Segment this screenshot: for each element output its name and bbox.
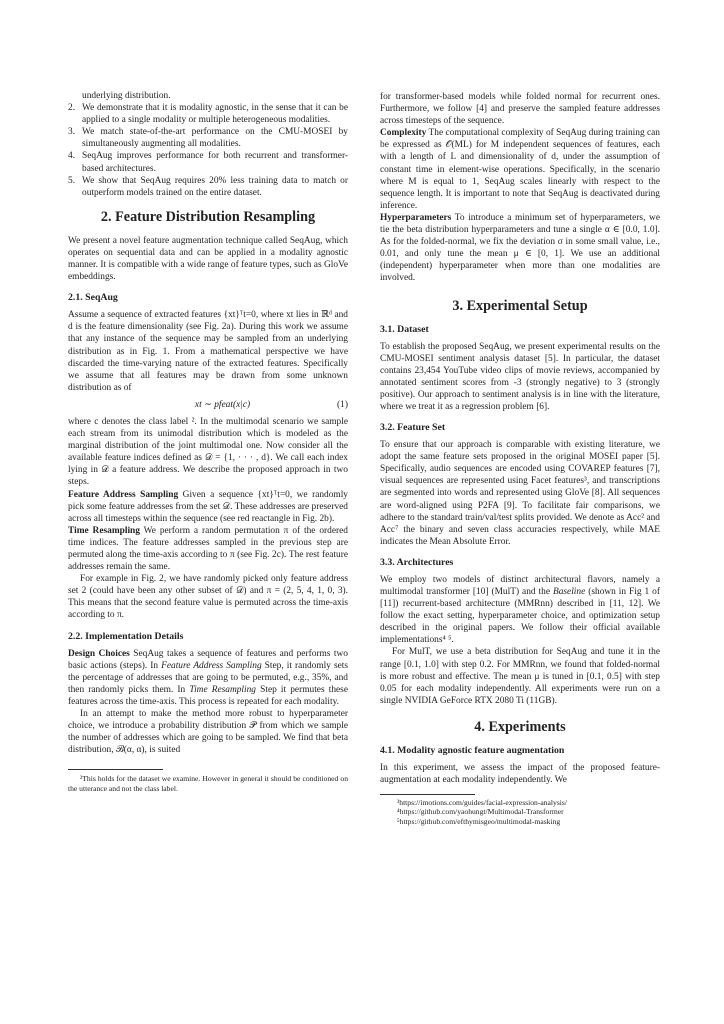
section-3-heading: 3. Experimental Setup (452, 297, 588, 314)
right-column (380, 91, 660, 826)
footnote-3: ³https://imotions.com/guides/facial-expression-analysis/ (397, 798, 567, 808)
hyperparameters-paragraph (380, 212, 660, 285)
list-text: We demonstrate that it is modality agnostic, in the sense that it can be applied to a single modality or multiple heterogeneous modalities. (82, 103, 348, 126)
list-number: 3. (68, 127, 76, 138)
dataset-paragraph: To establish the proposed SeqAug, we present experimental results on the CMU-MOSEI sentiment analysis dataset [5]. In particular, the dataset contains 23,454 YouTube video clips of movie reviews, accompanied by annotated sentiment scores from -3 (strongly negative) to 3 (strongly positive). Our approach to sentiment analysis is in line with the literature, where we treat it as a regression problem [6]. (380, 341, 660, 412)
hyperparameters-label: Hyperparameters (380, 212, 452, 223)
complexity-label: Complexity (380, 128, 427, 139)
feature-address-sampling-paragraph (68, 489, 348, 525)
equation-1-body: xt ∼ pfeat(x|c) (194, 399, 251, 410)
list-number: 5. (68, 175, 76, 186)
dc-text: Step it permutes these features across the time-axis. This process is repeated for each modality. (68, 684, 348, 707)
section-4-heading: 4. Experiments (474, 718, 566, 735)
experiment-paragraph: In this experiment, we assess the impact of the proposed feature-augmentation at each modality independently. We (380, 762, 660, 786)
seqaug-paragraph-2: where c denotes the class label ². In the multimodal scenario we sample each stream from its unimodal distribution which is modeled as the marginal distribution of the joint multimodal one. Now consider all the available feature indices defined as 𝒟 = {1, · · · , d}. We call each index lying in 𝒟 a feature address. We describe the proposed approach in two steps. (68, 416, 348, 488)
footnote-divider (68, 769, 163, 770)
architectures-paragraph-2: For MulT, we use a beta distribution for SeqAug and tune it in the range [0.1, 1.0] with step 0.2. For MMRnn, we found that folded-normal is more robust and effective. The mean μ is tuned in [0.1, 0.5] with step 0.05 for each modality independently. All experiments were run on a single NVIDIA GeForce RTX 2080 Ti (11GB). (380, 647, 660, 706)
complexity-paragraph (380, 127, 660, 212)
list-item (68, 102, 348, 126)
architectures-paragraph (380, 574, 660, 647)
section-2-2-heading: 2.2. Implementation Details (68, 630, 184, 642)
time-resampling-paragraph (68, 525, 348, 573)
fas-text: Given a sequence {xt}ᵀt=0, we randomly pick some feature addresses from the set 𝒟. These addresses are preserved across all timesteps within the sequence (see red reactangle in Fig. 2b). (68, 489, 348, 524)
complexity-text: The computational complexity of SeqAug during training can be expressed as 𝒪(ML) for M independent sequences of features, each with a length of L and dimensionality of d, under the assumption of constant time in element-wise operations. Specifically, in the scenario where M is equal to 1, SeqAug scales linearly with respect to the sequence length. It is important to note that SeqAug is deactivated during inference. (380, 128, 660, 211)
list-item (68, 150, 348, 174)
seqaug-paragraph-1: Assume a sequence of extracted features {xt}ᵀt=0, where xt lies in ℝᵈ and d is the feature dimensionality (see Fig. 2a). During this work we assume that any instance of the sequence may be sampled from an underlying distribution as in Fig. 1. From a mathematical perspective we have discarded the time-varying nature of the extracted features. Specifically we assume that all features may be drawn from some unknown distribution as of (68, 310, 348, 393)
footnote-2: ²This holds for the dataset we examine. However in general it should be conditioned on the utterance and not the class label. (68, 774, 348, 793)
footnote-4: ⁴https://github.com/yaohungt/Multimodal-Transformer (397, 807, 564, 817)
contribution-list (68, 102, 348, 199)
feature-set-paragraph: To ensure that our approach is comparable with existing literature, we adopt the same feature sets proposed in the original MOSEI paper [5]. Specifically, audio sequences are encoded using COVAREP features [7], visual sequences are represented using Facet features³, and transcriptions are segmented into words and represented using GloVe [8]. All sequences are word-aligned using P2FA [9]. To facilitate fair comparisons, we adhere to the standard train/val/test splits provided. We denote as Acc² and Acc⁷ the binary and seven class accuracies respectively, while MAE indicates the Mean Absolute Error. (380, 440, 660, 547)
list-item (68, 126, 348, 150)
tr-label: Time Resampling (68, 525, 140, 536)
example-paragraph: For example in Fig. 2, we have randomly picked only feature address set 2 (could have been any other subset of 𝒟) and π = (2, 5, 4, 1, 0, 3). This means that the second feature value is permuted across the time-axis according to π. (68, 574, 348, 621)
tr-text: We perform a random permutation π of the ordered time indices. The feature addresses sampled in the previous step are permuted along the time-axis according to π (see Fig. 2c). The rest feature addresses remain the same. (68, 525, 348, 573)
dc-italic: Feature Address Sampling (161, 660, 262, 671)
section-2-paragraph: We present a novel feature augmentation technique called SeqAug, which operates on sequential data and can be applied in a modality agnostic manner. It is compatible with a wide range of feature types, such as GloVe embeddings. (68, 235, 348, 283)
architectures-text: We employ two models of distinct architectural flavors, namely a multimodal transformer [10] (MulT) and the (380, 574, 660, 597)
dc-text: Step, it randomly sets the percentage of addresses that are going to be permuted, e.g., 35%, and then randomly picks them. In (68, 660, 349, 695)
intro-tail: underlying distribution. (82, 91, 171, 101)
section-3-2-heading: 3.2. Feature Set (380, 422, 446, 434)
dc-italic: Time Resampling (189, 684, 256, 695)
section-3-1-heading: 3.1. Dataset (380, 323, 429, 335)
equation-1-number: (1) (337, 399, 348, 410)
section-4-1-heading: 4.1. Modality agnostic feature augmentation (380, 744, 565, 756)
list-item (68, 175, 348, 199)
equation-1 (68, 399, 348, 411)
section-2-1-heading: 2.1. SeqAug (68, 292, 118, 304)
dc-text: SeqAug takes a sequence of features and performs two basic actions (steps). In (68, 648, 348, 671)
list-text: We show that SeqAug requires 20% less training data to match or outperform models trained on the entire dataset. (82, 175, 348, 198)
dc-label: Design Choices (68, 648, 130, 659)
section-2-heading: 2. Feature Distribution Resampling (100, 208, 316, 225)
design-choices-paragraph (68, 648, 348, 708)
architectures-text: (shown in Fig 1 of [11]) recurrent-based architecture (MMRnn) described in [11, 12]. We follow the exact setting, hyperparameter choice, and optimization setup described in the original papers. We follow their official available implementations⁴ ⁵. (380, 587, 660, 646)
list-text: We match state-of-the-art performance on the CMU-MOSEI by simultaneously augmenting all modalities. (82, 127, 348, 150)
right-top-paragraph: for transformer-based models while folded normal for recurrent ones. Furthermore, we follow [4] and preserve the sampled feature addresses across timesteps of the sequence. (380, 92, 660, 127)
fas-label: Feature Address Sampling (68, 489, 179, 500)
footnote-5: ⁵https://github.com/efthymisgeo/multimodal-masking (397, 816, 561, 826)
list-text: SeqAug improves performance for both recurrent and transformer-based architectures. (82, 151, 348, 174)
list-number: 2. (68, 103, 76, 114)
attempt-paragraph: In an attempt to make the method more robust to hyperparameter choice, we introduce a probability distribution 𝒫 from which we sample the number of addresses which are going to be sampled. We find that beta distribution, ℬ(α, α), is suited (68, 709, 348, 756)
hyperparameters-text: To introduce a minimum set of hyperparameters, we tie the beta distribution hyperparameters and tune a single α ∈ [0.0, 1.0]. As for the folded-normal, we fix the deviation σ in some small value, i.e., 0.01, and only tune the mean μ ∈ [0, 1]. We use an additional (independent) hyperparameter when more than one modalities are involved. (380, 212, 660, 284)
section-3-3-heading: 3.3. Architectures (380, 556, 454, 568)
list-number: 4. (68, 151, 76, 162)
left-column (68, 90, 348, 793)
architectures-italic: Baseline (552, 587, 586, 597)
footnote-divider (380, 794, 475, 795)
